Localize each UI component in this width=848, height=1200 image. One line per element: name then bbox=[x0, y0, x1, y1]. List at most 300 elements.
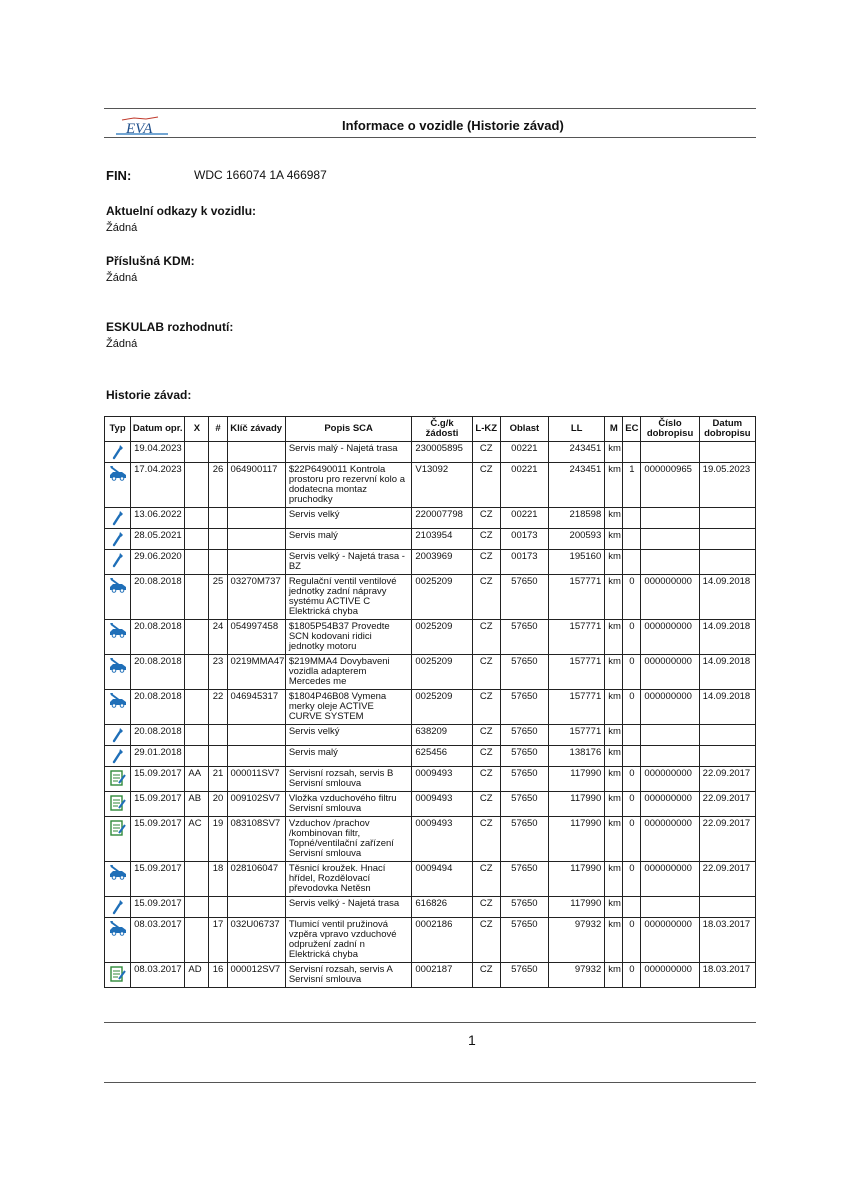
cell-ec bbox=[623, 897, 641, 918]
cell-ll: 97932 bbox=[549, 918, 605, 963]
cell-ec bbox=[623, 442, 641, 463]
table-row bbox=[105, 897, 756, 918]
cell-cgk: 0025209 bbox=[412, 655, 472, 690]
cell-ec: 0 bbox=[623, 620, 641, 655]
cell-ll: 243451 bbox=[549, 463, 605, 508]
cell-cgk: 0009493 bbox=[412, 792, 472, 817]
cell-datum: 19.04.2023 bbox=[131, 442, 185, 463]
table-row bbox=[105, 620, 756, 655]
cell-oblast: 57650 bbox=[500, 897, 548, 918]
cell-m: km bbox=[605, 463, 623, 508]
cell-cgk: 220007798 bbox=[412, 508, 472, 529]
cell-ec bbox=[623, 508, 641, 529]
cell-klic: 03270M737 bbox=[227, 575, 285, 620]
wrench-icon bbox=[105, 550, 131, 575]
cell-x bbox=[185, 725, 209, 746]
cell-datum: 20.08.2018 bbox=[131, 620, 185, 655]
cell-lkz: CZ bbox=[472, 463, 500, 508]
cell-ec: 0 bbox=[623, 767, 641, 792]
wrench-icon bbox=[105, 897, 131, 918]
cell-datum-dobropisu: 19.05.2023 bbox=[699, 463, 755, 508]
cell-datum-dobropisu: 18.03.2017 bbox=[699, 918, 755, 963]
cell-ec bbox=[623, 746, 641, 767]
wrench-icon bbox=[105, 529, 131, 550]
cell-x: AC bbox=[185, 817, 209, 862]
cell-popis: Servis velký bbox=[285, 508, 412, 529]
cell-lkz: CZ bbox=[472, 655, 500, 690]
cell-ec: 0 bbox=[623, 655, 641, 690]
cell-klic bbox=[227, 746, 285, 767]
cell-cgk: 0025209 bbox=[412, 575, 472, 620]
col-cgk: Č.g/k žádosti bbox=[412, 417, 472, 442]
wrench-icon bbox=[105, 442, 131, 463]
cell-cislo: 000000000 bbox=[641, 655, 699, 690]
cell-ec bbox=[623, 725, 641, 746]
cell-ll: 117990 bbox=[549, 767, 605, 792]
table-row bbox=[105, 817, 756, 862]
cell-m: km bbox=[605, 918, 623, 963]
history-heading: Historie závad: bbox=[106, 388, 192, 402]
cell-lkz: CZ bbox=[472, 690, 500, 725]
cell-ec bbox=[623, 529, 641, 550]
cell-datum-dobropisu: 18.03.2017 bbox=[699, 963, 755, 988]
cell-lkz: CZ bbox=[472, 792, 500, 817]
cell-lkz: CZ bbox=[472, 897, 500, 918]
cell-datum-dobropisu bbox=[699, 442, 755, 463]
cell-datum-dobropisu bbox=[699, 725, 755, 746]
cell-klic: 0219MMA47 bbox=[227, 655, 285, 690]
kdm-value: Žádná bbox=[106, 272, 138, 284]
cell-n: 25 bbox=[209, 575, 227, 620]
cell-cgk: V13092 bbox=[412, 463, 472, 508]
cell-n: 20 bbox=[209, 792, 227, 817]
cell-cgk: 0009494 bbox=[412, 862, 472, 897]
cell-cgk: 0009493 bbox=[412, 767, 472, 792]
cell-datum: 20.08.2018 bbox=[131, 655, 185, 690]
cell-m: km bbox=[605, 862, 623, 897]
car-repair-icon bbox=[105, 690, 131, 725]
cell-ll: 157771 bbox=[549, 725, 605, 746]
cell-ll: 200593 bbox=[549, 529, 605, 550]
cell-ll: 195160 bbox=[549, 550, 605, 575]
cell-n: 22 bbox=[209, 690, 227, 725]
cell-oblast: 57650 bbox=[500, 792, 548, 817]
top-rule bbox=[104, 108, 756, 109]
cell-ll: 117990 bbox=[549, 897, 605, 918]
cell-cislo: 000000000 bbox=[641, 792, 699, 817]
cell-ll: 157771 bbox=[549, 690, 605, 725]
cell-x bbox=[185, 690, 209, 725]
cell-cislo bbox=[641, 508, 699, 529]
cell-ec: 0 bbox=[623, 690, 641, 725]
cell-klic bbox=[227, 897, 285, 918]
cell-popis: Vložka vzduchového filtru Servisní smlouva bbox=[285, 792, 412, 817]
cell-ll: 243451 bbox=[549, 442, 605, 463]
table-row bbox=[105, 725, 756, 746]
cell-m: km bbox=[605, 767, 623, 792]
cell-klic: 009102SV7 bbox=[227, 792, 285, 817]
cell-datum: 08.03.2017 bbox=[131, 918, 185, 963]
header-rule bbox=[104, 137, 756, 138]
cell-cislo: 000000000 bbox=[641, 620, 699, 655]
cell-datum-dobropisu: 22.09.2017 bbox=[699, 862, 755, 897]
cell-popis: Těsnicí kroužek. Hnací hřídel, Rozdělovací převodovka Netěsn bbox=[285, 862, 412, 897]
cell-n: 24 bbox=[209, 620, 227, 655]
cell-datum: 29.01.2018 bbox=[131, 746, 185, 767]
cell-m: km bbox=[605, 442, 623, 463]
contract-icon bbox=[105, 767, 131, 792]
cell-ll: 117990 bbox=[549, 862, 605, 897]
cell-cislo: 000000000 bbox=[641, 918, 699, 963]
cell-popis: Servis malý bbox=[285, 529, 412, 550]
cell-oblast: 57650 bbox=[500, 620, 548, 655]
cell-oblast: 57650 bbox=[500, 862, 548, 897]
cell-n: 16 bbox=[209, 963, 227, 988]
col-typ: Typ bbox=[105, 417, 131, 442]
cell-klic bbox=[227, 725, 285, 746]
cell-lkz: CZ bbox=[472, 529, 500, 550]
cell-m: km bbox=[605, 746, 623, 767]
cell-n bbox=[209, 897, 227, 918]
cell-m: km bbox=[605, 963, 623, 988]
cell-n: 18 bbox=[209, 862, 227, 897]
cell-klic: 028106047 bbox=[227, 862, 285, 897]
col-ll: LL bbox=[549, 417, 605, 442]
cell-ec bbox=[623, 550, 641, 575]
cell-klic: 032U06737 bbox=[227, 918, 285, 963]
odkazy-value: Žádná bbox=[106, 222, 138, 234]
cell-x bbox=[185, 463, 209, 508]
cell-m: km bbox=[605, 575, 623, 620]
col-datum: Datum opr. bbox=[131, 417, 185, 442]
cell-datum: 28.05.2021 bbox=[131, 529, 185, 550]
cell-lkz: CZ bbox=[472, 817, 500, 862]
cell-datum-dobropisu bbox=[699, 550, 755, 575]
col-cislo: Číslo dobropisu bbox=[641, 417, 699, 442]
cell-oblast: 57650 bbox=[500, 963, 548, 988]
cell-popis: Vzduchov /prachov /kombinovan filtr, Topné/ventilační zařízení Servisní smlouva bbox=[285, 817, 412, 862]
col-oblast: Oblast bbox=[500, 417, 548, 442]
car-repair-icon bbox=[105, 655, 131, 690]
cell-oblast: 00221 bbox=[500, 463, 548, 508]
cell-datum: 15.09.2017 bbox=[131, 767, 185, 792]
col-popis: Popis SCA bbox=[285, 417, 412, 442]
cell-n: 19 bbox=[209, 817, 227, 862]
cell-m: km bbox=[605, 725, 623, 746]
col-n: # bbox=[209, 417, 227, 442]
cell-lkz: CZ bbox=[472, 442, 500, 463]
cell-ll: 157771 bbox=[549, 655, 605, 690]
cell-klic: 083108SV7 bbox=[227, 817, 285, 862]
cell-ec: 0 bbox=[623, 918, 641, 963]
fin-label: FIN: bbox=[106, 168, 132, 183]
cell-datum-dobropisu: 14.09.2018 bbox=[699, 690, 755, 725]
cell-lkz: CZ bbox=[472, 963, 500, 988]
cell-cgk: 0025209 bbox=[412, 690, 472, 725]
cell-oblast: 57650 bbox=[500, 746, 548, 767]
cell-lkz: CZ bbox=[472, 862, 500, 897]
page-number: 1 bbox=[468, 1032, 476, 1048]
cell-popis: Servisní rozsah, servis A Servisní smlouva bbox=[285, 963, 412, 988]
cell-cgk: 2103954 bbox=[412, 529, 472, 550]
cell-ll: 157771 bbox=[549, 620, 605, 655]
contract-icon bbox=[105, 963, 131, 988]
cell-cislo bbox=[641, 897, 699, 918]
cell-ec: 0 bbox=[623, 963, 641, 988]
table-row bbox=[105, 918, 756, 963]
table-row bbox=[105, 463, 756, 508]
cell-n bbox=[209, 746, 227, 767]
cell-cgk: 2003969 bbox=[412, 550, 472, 575]
cell-ll: 138176 bbox=[549, 746, 605, 767]
cell-cislo bbox=[641, 529, 699, 550]
cell-m: km bbox=[605, 550, 623, 575]
table-row bbox=[105, 655, 756, 690]
col-klic: Klíč závady bbox=[227, 417, 285, 442]
cell-datum-dobropisu: 22.09.2017 bbox=[699, 767, 755, 792]
cell-popis: Servisní rozsah, servis B Servisní smlouva bbox=[285, 767, 412, 792]
cell-cgk: 0025209 bbox=[412, 620, 472, 655]
car-repair-icon bbox=[105, 620, 131, 655]
cell-popis: $219MMA4 Dovybaveni vozidla adapterem Mercedes me bbox=[285, 655, 412, 690]
cell-n: 23 bbox=[209, 655, 227, 690]
history-body bbox=[105, 442, 756, 988]
cell-m: km bbox=[605, 690, 623, 725]
car-repair-icon bbox=[105, 862, 131, 897]
table-row bbox=[105, 529, 756, 550]
cell-ec: 1 bbox=[623, 463, 641, 508]
cell-cgk: 638209 bbox=[412, 725, 472, 746]
cell-datum: 20.08.2018 bbox=[131, 575, 185, 620]
cell-x bbox=[185, 508, 209, 529]
wrench-icon bbox=[105, 725, 131, 746]
cell-n bbox=[209, 725, 227, 746]
cell-oblast: 00221 bbox=[500, 442, 548, 463]
table-row bbox=[105, 550, 756, 575]
eva-logo bbox=[112, 114, 172, 138]
cell-cislo: 000000000 bbox=[641, 690, 699, 725]
cell-cgk: 0002186 bbox=[412, 918, 472, 963]
table-row bbox=[105, 963, 756, 988]
table-row bbox=[105, 690, 756, 725]
cell-cislo bbox=[641, 550, 699, 575]
cell-cgk: 0009493 bbox=[412, 817, 472, 862]
col-lkz: L-KZ bbox=[472, 417, 500, 442]
cell-cislo bbox=[641, 725, 699, 746]
cell-x bbox=[185, 575, 209, 620]
eskulab-value: Žádná bbox=[106, 338, 138, 350]
cell-datum-dobropisu: 14.09.2018 bbox=[699, 575, 755, 620]
table-row bbox=[105, 767, 756, 792]
col-x: X bbox=[185, 417, 209, 442]
cell-m: km bbox=[605, 817, 623, 862]
cell-m: km bbox=[605, 529, 623, 550]
wrench-icon bbox=[105, 746, 131, 767]
table-row bbox=[105, 746, 756, 767]
cell-datum: 08.03.2017 bbox=[131, 963, 185, 988]
cell-klic: 000011SV7 bbox=[227, 767, 285, 792]
cell-n: 21 bbox=[209, 767, 227, 792]
cell-x bbox=[185, 862, 209, 897]
cell-lkz: CZ bbox=[472, 575, 500, 620]
cell-x bbox=[185, 655, 209, 690]
document-title: Informace o vozidle (Historie závad) bbox=[342, 118, 564, 133]
cell-datum-dobropisu: 14.09.2018 bbox=[699, 655, 755, 690]
kdm-heading: Příslušná KDM: bbox=[106, 254, 195, 268]
cell-n bbox=[209, 508, 227, 529]
table-row bbox=[105, 575, 756, 620]
cell-cgk: 625456 bbox=[412, 746, 472, 767]
table-row bbox=[105, 792, 756, 817]
cell-ll: 157771 bbox=[549, 575, 605, 620]
cell-oblast: 57650 bbox=[500, 725, 548, 746]
cell-datum: 15.09.2017 bbox=[131, 817, 185, 862]
cell-popis: $1805P54B37 Provedte SCN kodovani ridici jednotky motoru bbox=[285, 620, 412, 655]
cell-datum-dobropisu bbox=[699, 897, 755, 918]
cell-klic: 054997458 bbox=[227, 620, 285, 655]
table-row bbox=[105, 862, 756, 897]
footer-rule-top bbox=[104, 1022, 756, 1023]
cell-datum: 17.04.2023 bbox=[131, 463, 185, 508]
cell-n: 17 bbox=[209, 918, 227, 963]
cell-lkz: CZ bbox=[472, 725, 500, 746]
cell-n bbox=[209, 442, 227, 463]
cell-cislo: 000000000 bbox=[641, 862, 699, 897]
cell-cislo: 000000000 bbox=[641, 575, 699, 620]
cell-popis: $1804P46B08 Vymena merky oleje ACTIVE CURVE SYSTEM bbox=[285, 690, 412, 725]
cell-lkz: CZ bbox=[472, 508, 500, 529]
cell-oblast: 57650 bbox=[500, 575, 548, 620]
cell-popis: Tlumicí ventil pružinová vzpěra vpravo vzduchové odpružení zadní n Elektrická chyba bbox=[285, 918, 412, 963]
cell-oblast: 57650 bbox=[500, 655, 548, 690]
table-row bbox=[105, 442, 756, 463]
cell-datum: 13.06.2022 bbox=[131, 508, 185, 529]
cell-oblast: 00173 bbox=[500, 529, 548, 550]
cell-popis: Servis malý bbox=[285, 746, 412, 767]
cell-oblast: 00173 bbox=[500, 550, 548, 575]
cell-datum: 15.09.2017 bbox=[131, 862, 185, 897]
cell-lkz: CZ bbox=[472, 550, 500, 575]
cell-popis: Servis malý - Najetá trasa bbox=[285, 442, 412, 463]
cell-popis: $22P6490011 Kontrola prostoru pro rezervní kolo a dodatecna montaz pruchodky bbox=[285, 463, 412, 508]
cell-m: km bbox=[605, 897, 623, 918]
cell-popis: Servis velký - Najetá trasa bbox=[285, 897, 412, 918]
cell-datum-dobropisu: 14.09.2018 bbox=[699, 620, 755, 655]
cell-x bbox=[185, 529, 209, 550]
cell-datum: 15.09.2017 bbox=[131, 792, 185, 817]
col-ec: EC bbox=[623, 417, 641, 442]
cell-lkz: CZ bbox=[472, 746, 500, 767]
cell-klic bbox=[227, 529, 285, 550]
cell-lkz: CZ bbox=[472, 767, 500, 792]
cell-cislo bbox=[641, 746, 699, 767]
contract-icon bbox=[105, 792, 131, 817]
history-header-row bbox=[105, 417, 756, 442]
col-m: M bbox=[605, 417, 623, 442]
cell-datum: 20.08.2018 bbox=[131, 725, 185, 746]
car-repair-icon bbox=[105, 575, 131, 620]
cell-cislo: 000000000 bbox=[641, 963, 699, 988]
cell-oblast: 57650 bbox=[500, 767, 548, 792]
cell-cislo: 000000965 bbox=[641, 463, 699, 508]
cell-klic bbox=[227, 550, 285, 575]
cell-m: km bbox=[605, 792, 623, 817]
cell-datum-dobropisu bbox=[699, 508, 755, 529]
cell-x bbox=[185, 620, 209, 655]
cell-datum-dobropisu: 22.09.2017 bbox=[699, 817, 755, 862]
wrench-icon bbox=[105, 508, 131, 529]
cell-klic bbox=[227, 442, 285, 463]
cell-klic: 046945317 bbox=[227, 690, 285, 725]
cell-cgk: 616826 bbox=[412, 897, 472, 918]
cell-x bbox=[185, 918, 209, 963]
cell-x bbox=[185, 550, 209, 575]
cell-datum: 20.08.2018 bbox=[131, 690, 185, 725]
cell-oblast: 00221 bbox=[500, 508, 548, 529]
cell-ec: 0 bbox=[623, 792, 641, 817]
cell-x: AB bbox=[185, 792, 209, 817]
cell-oblast: 57650 bbox=[500, 817, 548, 862]
cell-popis: Regulační ventil ventilové jednotky zadní nápravy systému ACTIVE C Elektrická chyba bbox=[285, 575, 412, 620]
cell-n bbox=[209, 529, 227, 550]
cell-ll: 97932 bbox=[549, 963, 605, 988]
cell-datum-dobropisu: 22.09.2017 bbox=[699, 792, 755, 817]
cell-cislo: 000000000 bbox=[641, 817, 699, 862]
cell-klic: 064900117 bbox=[227, 463, 285, 508]
cell-cgk: 0002187 bbox=[412, 963, 472, 988]
cell-oblast: 57650 bbox=[500, 690, 548, 725]
col-datum-dobropisu: Datum dobropisu bbox=[699, 417, 755, 442]
cell-m: km bbox=[605, 655, 623, 690]
table-row bbox=[105, 508, 756, 529]
cell-ec: 0 bbox=[623, 862, 641, 897]
cell-datum: 15.09.2017 bbox=[131, 897, 185, 918]
cell-x bbox=[185, 746, 209, 767]
cell-x: AD bbox=[185, 963, 209, 988]
cell-x: AA bbox=[185, 767, 209, 792]
cell-klic bbox=[227, 508, 285, 529]
cell-ll: 117990 bbox=[549, 817, 605, 862]
cell-x bbox=[185, 442, 209, 463]
cell-cislo: 000000000 bbox=[641, 767, 699, 792]
cell-m: km bbox=[605, 620, 623, 655]
cell-cgk: 230005895 bbox=[412, 442, 472, 463]
cell-cislo bbox=[641, 442, 699, 463]
cell-klic: 000012SV7 bbox=[227, 963, 285, 988]
history-table bbox=[104, 416, 756, 988]
car-repair-icon bbox=[105, 918, 131, 963]
eva-logo-text: EVA bbox=[126, 121, 153, 137]
fin-value: WDC 166074 1A 466987 bbox=[194, 168, 327, 182]
cell-ec: 0 bbox=[623, 817, 641, 862]
cell-lkz: CZ bbox=[472, 918, 500, 963]
cell-x bbox=[185, 897, 209, 918]
contract-icon bbox=[105, 817, 131, 862]
cell-n bbox=[209, 550, 227, 575]
cell-ll: 218598 bbox=[549, 508, 605, 529]
cell-lkz: CZ bbox=[472, 620, 500, 655]
cell-n: 26 bbox=[209, 463, 227, 508]
cell-datum: 29.06.2020 bbox=[131, 550, 185, 575]
footer-rule-bottom bbox=[104, 1082, 756, 1083]
cell-m: km bbox=[605, 508, 623, 529]
cell-datum-dobropisu bbox=[699, 529, 755, 550]
cell-popis: Servis velký bbox=[285, 725, 412, 746]
cell-ec: 0 bbox=[623, 575, 641, 620]
cell-datum-dobropisu bbox=[699, 746, 755, 767]
eskulab-heading: ESKULAB rozhodnutí: bbox=[106, 320, 234, 334]
cell-oblast: 57650 bbox=[500, 918, 548, 963]
